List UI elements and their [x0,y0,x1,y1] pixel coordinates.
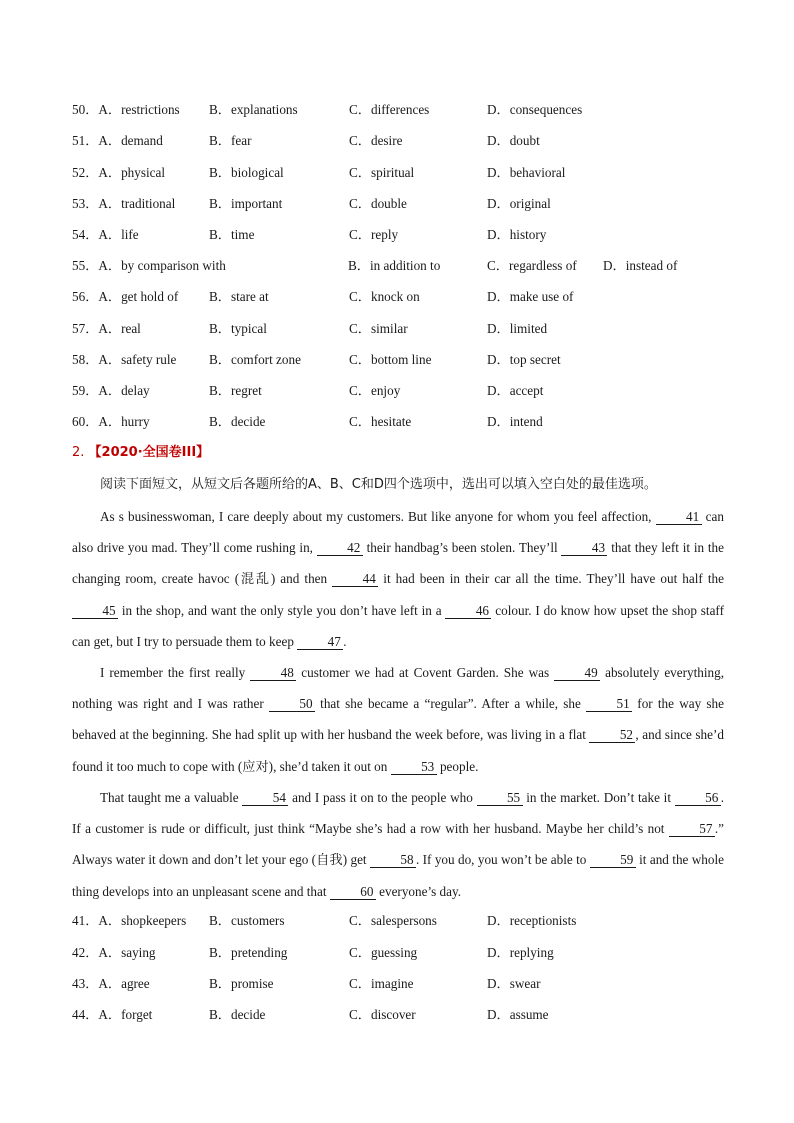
option-c: C．bottom line [349,352,432,367]
passage-text: . If a customer is rude or difficult, just think “Maybe she’s had a row with her husband. Maybe her child’s not [72,790,724,837]
blank-57: 57 [669,822,715,837]
blank-60: 60 [330,885,376,900]
option-c: C．spiritual [349,165,415,180]
passage-paragraph-3 [72,782,724,907]
blank-58: 58 [370,853,416,868]
option-c: C．discover [349,1007,416,1022]
passage-text: in the market. Don’t take it [522,790,675,805]
option-c: C．knock on [349,289,420,304]
blank-48: 48 [250,666,296,681]
option-d: D．behavioral [487,165,566,180]
option-b: B．stare at [209,289,269,304]
option-c: C．hesitate [349,414,412,429]
blank-54: 54 [242,791,288,806]
option-d: D．instead of [603,258,678,273]
section-instruction: 阅读下面短文，从短文后各题所给的A、B、C和D四个选项中，选出可以填入空白处的最佳选项。 [100,477,657,492]
option-a: 54．A．life [72,227,139,242]
passage-paragraph-1 [72,501,724,657]
option-c: C．enjoy [349,383,401,398]
option-a: 53．A．traditional [72,196,176,211]
option-a: 42．A．saying [72,945,156,960]
section-number: 2. [72,445,85,460]
passage-text: for the way she behaved at the beginning. She had split up with her husband the week before, was living in a flat [72,696,724,743]
blank-46: 46 [445,604,491,619]
option-d: D．doubt [487,133,540,148]
option-c: C．reply [349,227,399,242]
passage-text: everyone’s day. [375,883,462,899]
option-d: D．make use of [487,289,574,304]
blank-55: 55 [477,791,523,806]
passage-text: customer we had at Covent Garden. She was [296,665,555,680]
passage-text: That taught me a valuable [100,790,243,805]
option-a: 56．A．get hold of [72,289,179,304]
passage-text: I remember the first really [100,665,251,680]
option-a: 60．A．hurry [72,414,150,429]
option-b: B．customers [209,913,285,928]
option-a: 59．A．delay [72,383,150,398]
passage-text: can also drive you mad. They’ll come rushing in, [72,509,724,556]
passage-text: it had been in their car all the time. They’ll have out half the [378,571,724,587]
option-a: 50．A．restrictions [72,102,180,117]
option-c: C．double [349,196,407,211]
option-d: D．consequences [487,102,583,117]
option-b: B．in addition to [348,258,441,273]
option-b: B．decide [209,1007,266,1022]
option-a: 51．A．demand [72,133,163,148]
passage-text: in the shop, and want the only style you don’t have left in a [118,602,446,618]
option-c: C．similar [349,321,408,336]
passage-text: it and the whole thing develops into an unpleasant scene and that [72,852,725,899]
option-d: D．accept [487,383,544,398]
passage-text: and I pass it on to the people who [288,790,477,805]
option-b: B．comfort zone [209,352,301,367]
section-header [72,444,209,462]
option-a: 43．A．agree [72,976,150,991]
passage-text: , and since she’d found it too much to cope with (应对), she’d taken it out on [72,727,724,774]
option-b: B．decide [209,414,266,429]
option-d: D．intend [487,414,543,429]
option-d: D．history [487,227,547,242]
passage-text: . If you do, you won’t be able to [415,852,590,868]
blank-42: 42 [317,541,363,556]
blank-49: 49 [554,666,600,681]
option-c: C．differences [349,102,430,117]
option-b: B．biological [209,165,284,180]
passage-text: that she became a “regular”. After a while, she [314,696,587,712]
option-d: D．receptionists [487,913,577,928]
option-b: B．explanations [209,102,298,117]
passage-text: . [343,633,347,649]
option-d: D．top secret [487,352,561,367]
option-a: 57．A．real [72,321,141,336]
blank-59: 59 [590,853,636,868]
option-b: B．time [209,227,255,242]
blank-44: 44 [332,572,378,587]
passage-text: colour. I do know how upset the shop staff can get, but I try to persuade them to keep [72,602,724,649]
option-c: C．guessing [349,945,418,960]
blank-50: 50 [269,697,315,712]
passage-text: that they left it in the changing room, create havoc (混乱) and then [72,540,725,587]
option-c: C．desire [349,133,403,148]
blank-52: 52 [589,728,635,743]
option-b: B．pretending [209,945,288,960]
option-d: D．original [487,196,551,211]
option-c: C．regardless of [487,258,577,273]
option-a: 52．A．physical [72,165,166,180]
option-b: B．typical [209,321,267,336]
option-b: B．fear [209,133,252,148]
passage-paragraph-2 [72,657,724,782]
passage-text: absolutely everything, nothing was right and I was rather [72,665,725,712]
blank-51: 51 [586,697,632,712]
option-a: 44．A．forget [72,1007,153,1022]
blank-43: 43 [561,541,607,556]
option-d: D．replying [487,945,554,960]
passage-text: people. [436,758,479,774]
passage-text: As s businesswoman, I care deeply about my customers. But like anyone for whom you feel affection, [100,509,656,524]
option-d: D．swear [487,976,541,991]
option-d: D．limited [487,321,548,336]
blank-47: 47 [297,635,343,650]
option-c: C．salespersons [349,913,437,928]
passage-text: .” Always water it down and don’t let your ego (自我) get [72,821,724,868]
option-a: 55．A．by comparison with [72,258,226,273]
blank-45: 45 [72,604,118,619]
option-a: 58．A．safety rule [72,352,177,367]
passage-text: their handbag’s been stolen. They’ll [362,540,562,556]
section-source-tag: 【2020·全国卷III】 [88,445,210,460]
option-c: C．imagine [349,976,414,991]
option-b: B．important [209,196,283,211]
option-b: B．promise [209,976,274,991]
option-b: B．regret [209,383,262,398]
blank-56: 56 [675,791,721,806]
option-a: 41．A．shopkeepers [72,913,187,928]
blank-41: 41 [656,510,702,525]
option-d: D．assume [487,1007,549,1022]
blank-53: 53 [391,760,437,775]
